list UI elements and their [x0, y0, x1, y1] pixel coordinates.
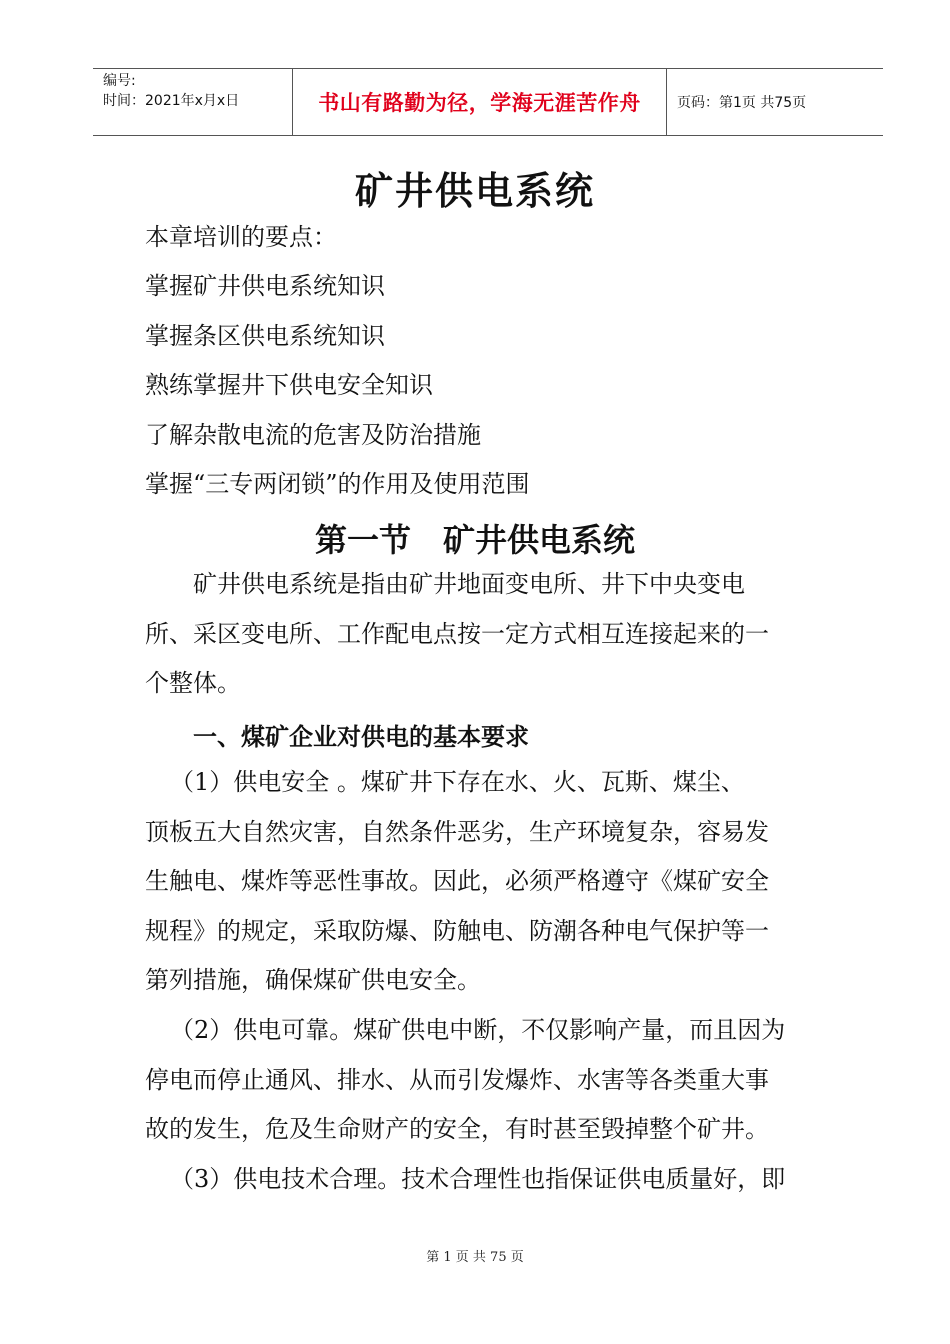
header-motto-cell	[293, 69, 667, 135]
paragraph-line: 第列措施，确保煤矿供电安全。	[145, 966, 481, 994]
paragraph-line: 生触电、煤炸等恶性事故。因此，必须严格遵守《煤矿安全	[145, 867, 769, 895]
intro-point: 掌握矿井供电系统知识	[145, 272, 385, 300]
intro-point: 掌握条区供电系统知识	[145, 322, 385, 350]
section-title: 第一节 矿井供电系统	[314, 521, 635, 559]
intro-point: 掌握“三专两闭锁”的作用及使用范围	[145, 470, 530, 498]
subheading: 一、煤矿企业对供电的基本要求	[193, 723, 529, 751]
paragraph-line: 停电而停止通风、排水、从而引发爆炸、水害等各类重大事	[145, 1066, 769, 1094]
header-meta	[93, 69, 293, 135]
header-time-label: 时间：2021年x月x日	[103, 93, 240, 109]
paragraph-line: 故的发生，危及生命财产的安全，有时甚至毁掉整个矿井。	[145, 1115, 769, 1143]
paragraph-line: 所、采区变电所、工作配电点按一定方式相互连接起来的一	[145, 620, 769, 648]
page-footer: 第 1 页 共 75 页	[426, 1250, 524, 1265]
paragraph-line: 规程》的规定，采取防爆、防触电、防潮各种电气保护等一	[145, 917, 769, 945]
header-page-info-cell	[667, 69, 883, 135]
header-number-label: 编号:	[103, 73, 136, 89]
header-page-info: 页码：第1页 共75页	[677, 95, 807, 111]
header-table	[93, 68, 883, 136]
intro-lead: 本章培训的要点：	[145, 223, 337, 251]
intro-point: 了解杂散电流的危害及防治措施	[145, 421, 481, 449]
document-title: 矿井供电系统	[354, 169, 595, 213]
header-motto: 书山有路勤为径，学海无涯苦作舟	[318, 91, 641, 115]
paragraph-line: 矿井供电系统是指由矿井地面变电所、井下中央变电	[193, 570, 745, 598]
intro-point: 熟练掌握井下供电安全知识	[145, 371, 433, 399]
paragraph-line: （1）供电安全 。煤矿井下存在水、火、瓦斯、煤尘、	[170, 768, 745, 796]
paragraph-line: （3）供电技术合理。技术合理性也指保证供电质量好，即	[170, 1165, 786, 1193]
paragraph-line: 顶板五大自然灾害，自然条件恶劣，生产环境复杂，容易发	[145, 818, 769, 846]
paragraph-line: 个整体。	[145, 669, 241, 697]
paragraph-line: （2）供电可靠。煤矿供电中断，不仅影响产量，而且因为	[170, 1016, 786, 1044]
